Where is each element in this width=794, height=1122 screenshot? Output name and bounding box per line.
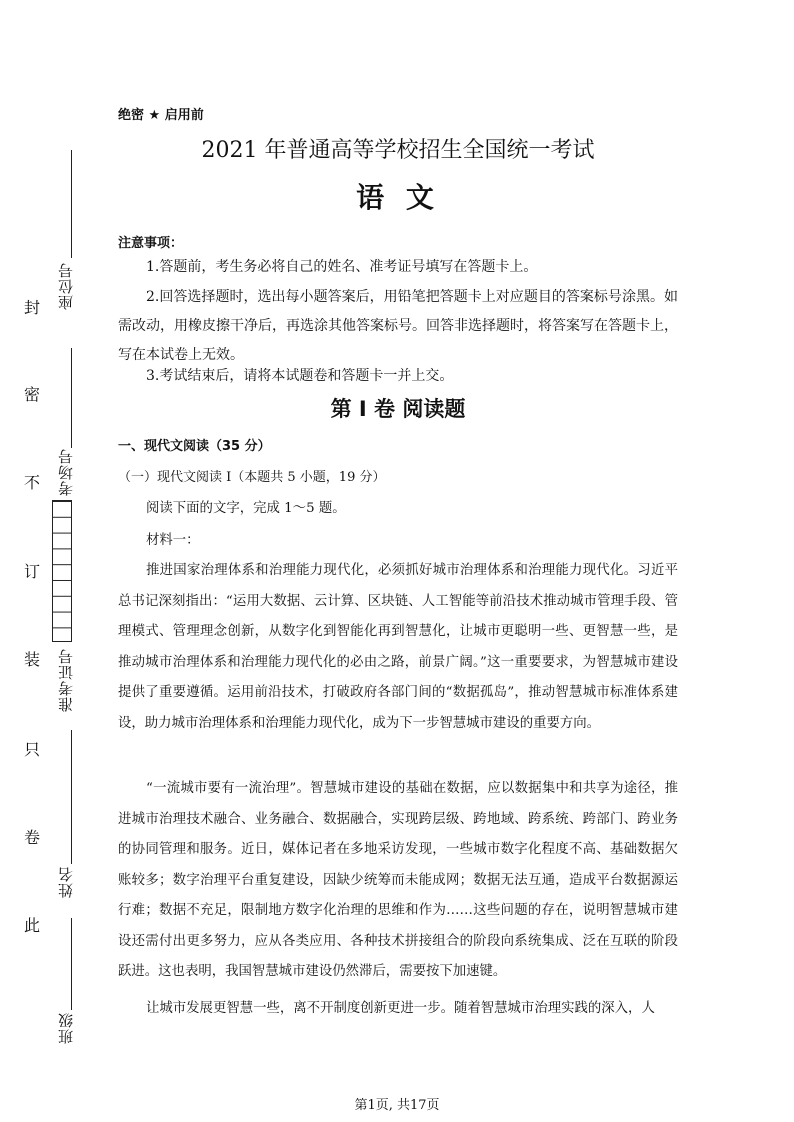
seat-line [71, 150, 72, 258]
seal-char-feng: 封 [24, 298, 41, 317]
subject-title: 语 文 [356, 181, 440, 214]
passage-paragraph-3: 让城市发展更智慧一些，离不开制度创新更进一步。随着智慧城市治理实践的深入，人 [146, 1001, 655, 1016]
secret-mark: 绝密 ★ 启用前 [118, 108, 204, 123]
seal-char-zhi: 只 [24, 740, 41, 759]
seal-char-ci: 此 [24, 916, 41, 935]
section-heading: 一、现代文阅读（35 分） [118, 439, 271, 454]
passage-paragraph-1: 推进国家治理体系和治理能力现代化，必须抓好城市治理体系和治理能力现代化。习近平总书记深刻指出：“运用大数据、云计算、区块链、人工智能等前沿技术推动城市管理手段、管理模式、管理理念创新，从数字化到智能化再到智慧化，让城市更聪明一些、更智慧一些，是推动城市治理体系和治理能力现代化的必由之路，前景广阔。”这一重要要求，为智慧城市建设提供了重要遵循。运用前沿技术，打破政府各部门间的“数据孤岛”，推动智慧城市标准体系建设，助力城市治理体系和治理能力现代化，成为下一步智慧城市建设的重要方向。 [118, 563, 678, 731]
ticket-number-grid[interactable] [52, 500, 72, 642]
seat-label: 座位号 [57, 262, 75, 310]
passage-paragraph-2: “一流城市要有一流治理”。智慧城市建设的基础在数据，应以数据集中和共享为途径，推进城市治理技术融合、业务融合、数据融合，实现跨层级、跨地域、跨系统、跨部门、跨业务的协同管理和服务。近日，媒体记者在多地采访发现，一些城市数字化程度不高、基础数据欠账较多；数字治理平台重复建设，因缺少统筹而未能成网；数据无法互通，造成平台数据源运行难；数据不充足，限制地方数字化治理的思维和作为……这些问题的存在，说明智慧城市建设还需付出更多努力，应从各类应用、各种技术拼接组合的阶段向系统集成、泛在互联的阶段跃进。这也表明，我国智慧城市建设仍然滞后，需要按下加速键。 [118, 781, 678, 979]
seal-char-juan: 卷 [24, 828, 41, 847]
material-label: 材料一： [146, 533, 200, 548]
seal-char-bu: 不 [24, 473, 41, 492]
notice-item-1: 1.答题前，考生务必将自己的姓名、准考证号填写在答题卡上。 [146, 259, 538, 275]
name-label: 姓名 [57, 866, 75, 898]
page-number: 第1页, 共17页 [354, 1098, 440, 1113]
ticket-label: 准考证号 [57, 648, 75, 712]
class-label: 班级 [57, 1012, 75, 1044]
notice-item-2: 2.回答选择题时，选出每小题答案后，用铅笔把答题卡上对应题目的答案标号涂黑。如需改动，用橡皮擦干净后，再选涂其他答案标号。回答非选择题时，将答案写在答题卡上，写在本试卷上无效。 [118, 289, 678, 363]
reading-instruction: 阅读下面的文字，完成 1～5 题。 [146, 501, 346, 516]
seal-char-zhuang: 装 [24, 650, 41, 669]
class-line [71, 918, 72, 1010]
notice-heading: 注意事项： [118, 236, 184, 251]
name-line [71, 730, 72, 864]
subsection-heading: （一）现代文阅读 I（本题共 5 小题，19 分） [118, 470, 386, 485]
exam-title: 2021 年普通高等学校招生全国统一考试 [201, 138, 595, 163]
seal-char-mi: 密 [24, 385, 41, 404]
room-line [71, 348, 72, 448]
part-title: 第 I 卷 阅读题 [330, 397, 466, 421]
seal-char-ding: 订 [24, 562, 41, 581]
notice-item-3: 3.考试结束后，请将本试题卷和答题卡一并上交。 [146, 368, 454, 384]
room-label: 考场号 [57, 448, 75, 496]
